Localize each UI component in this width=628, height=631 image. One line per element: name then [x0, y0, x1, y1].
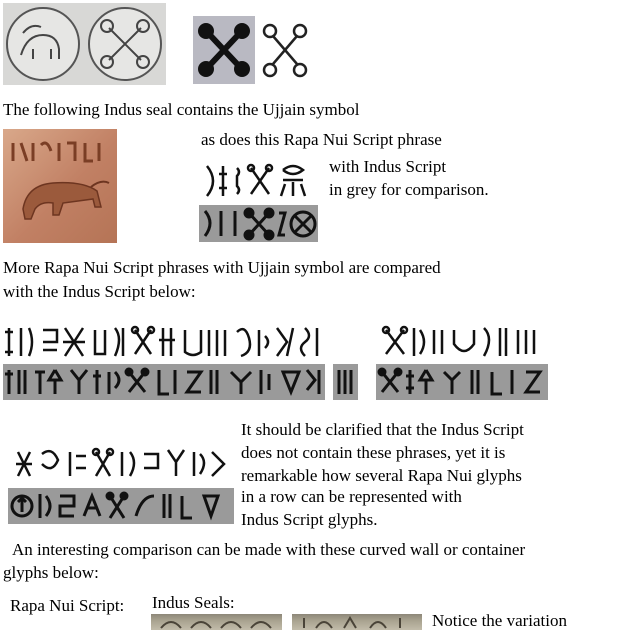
with-indus-caption-2: in grey for comparison. [329, 180, 489, 199]
indus-glyph-row-right [376, 364, 548, 400]
notice-caption: Notice the variation [432, 611, 568, 630]
clarify-line-3: remarkable how several Rapa Nui glyphs [241, 466, 522, 485]
clarify-line-4: in a row can be represented with [241, 487, 462, 506]
indus-glyph-row-lower [8, 488, 234, 524]
rapanui-glyph-row [203, 160, 318, 202]
more-phrases-caption-2: with the Indus Script below: [3, 282, 196, 301]
coin-elephant-image [3, 3, 166, 85]
ujjain-symbol-outline [259, 16, 311, 84]
indus-glyph-row [199, 205, 318, 242]
rapanui-glyph-row-long [3, 322, 325, 362]
intro-caption: The following Indus seal contains the Ujjain symbol [3, 100, 360, 119]
indus-seal-fragment-1 [151, 614, 282, 630]
clarify-line-1: It should be clarified that the Indus Script [241, 420, 524, 439]
clarify-line-2: does not contain these phrases, yet it is [241, 443, 506, 462]
indus-separator-glyph [333, 364, 358, 400]
rapanui-glyph-row-lower [12, 444, 230, 484]
curved-caption-1: An interesting comparison can be made with these curved wall or container [12, 540, 526, 559]
rapanui-script-label: Rapa Nui Script: [10, 596, 125, 615]
more-phrases-caption-1: More Rapa Nui Script phrases with Ujjain symbol are compared [3, 258, 441, 277]
ujjain-symbol-black [193, 16, 255, 84]
rapanui-phrase-caption: as does this Rapa Nui Script phrase [201, 130, 442, 149]
indus-seal-fragment-2 [292, 614, 422, 630]
clarify-line-5: Indus Script glyphs. [241, 510, 378, 529]
indus-seals-label: Indus Seals: [152, 593, 235, 612]
rapanui-glyph-row-right [380, 322, 545, 362]
indus-glyph-row-long [3, 364, 325, 400]
curved-caption-2: glyphs below: [3, 563, 99, 582]
indus-bull-seal-photo [3, 129, 117, 243]
coins-image [3, 3, 166, 85]
with-indus-caption-1: with Indus Script [329, 157, 447, 176]
